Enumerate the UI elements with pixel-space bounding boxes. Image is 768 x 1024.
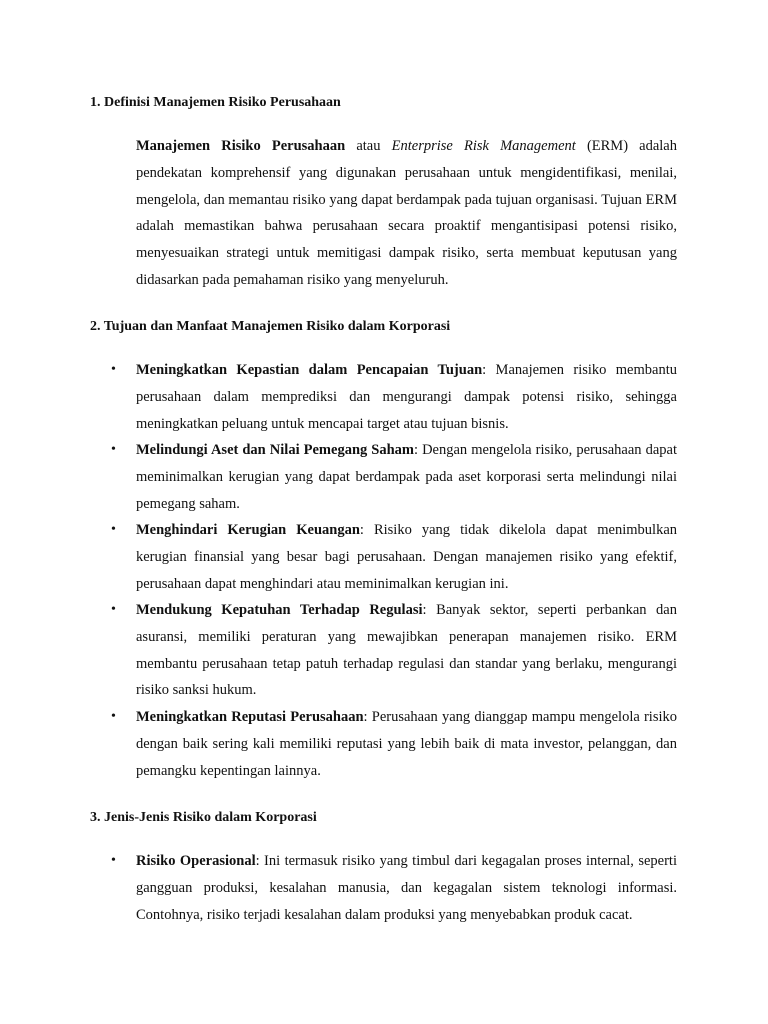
list-item-text [136, 437, 677, 517]
list-item-title: Meningkatkan Reputasi Perusahaan [136, 709, 364, 725]
erm-term-italic: Enterprise Risk Management [391, 138, 576, 154]
list-item-text [136, 597, 677, 704]
bullet-icon: • [111, 709, 116, 724]
list-item [111, 437, 677, 517]
list-item-text [136, 517, 677, 597]
list-item-text [136, 848, 677, 928]
list-item [111, 357, 677, 437]
erm-definition-text: (ERM) adalah pendekatan komprehensif yang digunakan perusahaan untuk mengidentifikasi, menilai, mengelola, dan memantau risiko yang dapat berdampak pada tujuan organisasi. Tujuan ERM adalah memastikan bahwa perusahaan secara proaktif mengantisipasi potensi risiko, menyesuaikan strategi untuk memitigasi dampak risiko, serta membuat keputusan yang didasarkan pada pemahaman risiko yang menyeluruh. [136, 138, 677, 288]
bullet-icon: • [111, 442, 116, 457]
list-item [111, 597, 677, 704]
bullet-icon: • [111, 522, 116, 537]
section-3-heading: 3. Jenis-Jenis Risiko dalam Korporasi [90, 810, 317, 825]
section-2-heading: 2. Tujuan dan Manfaat Manajemen Risiko dalam Korporasi [90, 319, 451, 334]
connector-text: atau [345, 138, 392, 154]
list-item-title: Meningkatkan Kepastian dalam Pencapaian Tujuan [136, 362, 483, 378]
list-item [111, 517, 678, 597]
list-item-body: : Ini termasuk risiko yang timbul dari kegagalan proses internal, seperti gangguan produksi, kesalahan manusia, dan kegagalan sistem teknologi informasi. Contohnya, risiko terjadi kesalahan dalam produksi yang menyebabkan produk cacat. [136, 853, 677, 923]
section-1-paragraph [136, 133, 677, 294]
list-item [111, 848, 677, 928]
bullet-icon: • [111, 602, 116, 617]
list-item-title: Menghindari Kerugian Keuangan [136, 522, 360, 538]
list-item [111, 704, 678, 784]
list-item-title: Mendukung Kepatuhan Terhadap Regulasi [136, 602, 423, 618]
list-item-text [136, 357, 677, 437]
list-item-text [136, 704, 677, 784]
list-item-body: : Banyak sektor, seperti perbankan dan asuransi, memiliki peraturan yang mewajibkan penerapan manajemen risiko. ERM membantu perusahaan tetap patuh terhadap regulasi dan standar yang berlaku, mengurangi risiko sanksi hukum. [136, 602, 677, 699]
list-item-body: : Risiko yang tidak dikelola dapat menimbulkan kerugian finansial yang besar bagi perusahaan. Dengan manajemen risiko yang efektif, perusahaan dapat menghindari atau meminimalkan kerugian ini. [136, 522, 678, 592]
bullet-icon: • [111, 853, 116, 868]
list-item-title: Melindungi Aset dan Nilai Pemegang Saham [136, 442, 415, 458]
erm-term-bold: Manajemen Risiko Perusahaan [136, 138, 346, 154]
list-item-body: : Manajemen risiko membantu perusahaan dalam memprediksi dan mengurangi dampak potensi risiko, sehingga meningkatkan peluang untuk mencapai target atau tujuan bisnis. [136, 362, 677, 432]
section-1-heading: 1. Definisi Manajemen Risiko Perusahaan [90, 95, 341, 110]
list-item-body: : Dengan mengelola risiko, perusahaan dapat meminimalkan kerugian yang dapat berdampak pada aset korporasi serta melindungi nilai pemegang saham. [136, 442, 677, 512]
list-item-title: Risiko Operasional [136, 853, 256, 869]
list-item-body: : Perusahaan yang dianggap mampu mengelola risiko dengan baik sering kali memiliki reputasi yang lebih baik di mata investor, pelanggan, dan pemangku kepentingan lainnya. [136, 709, 678, 779]
bullet-icon: • [111, 362, 116, 377]
